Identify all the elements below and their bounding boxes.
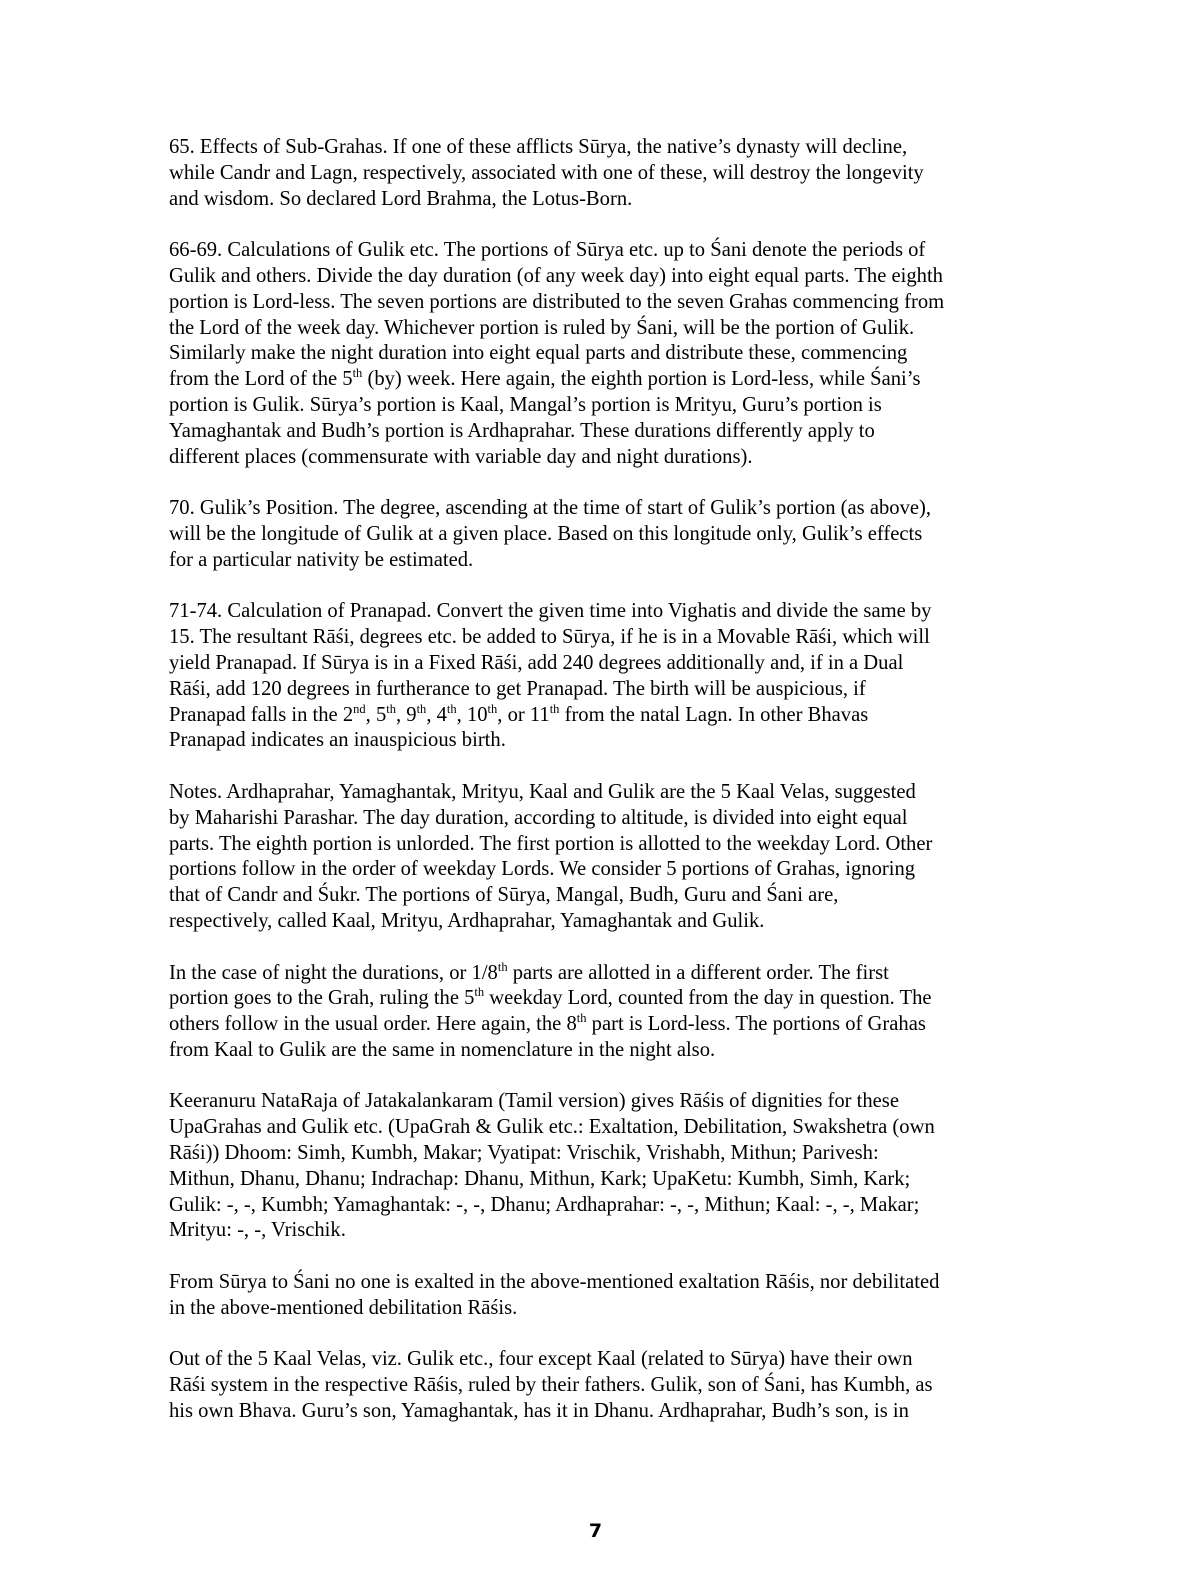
text-line: portion is Lord-less. The seven portions are distributed to the seven Grahas commencing from: [169, 290, 945, 313]
text-line: from Kaal to Gulik are the same in nomenclature in the night also.: [169, 1038, 716, 1061]
text-line: that of Candr and Śukr. The portions of Sūrya, Mangal, Budh, Guru and Śani are,: [169, 884, 839, 907]
text-line: 15. The resultant Rāśi, degrees etc. be added to Sūrya, if he is in a Movable Rāśi, which will: [169, 626, 930, 649]
text-line: 65. Effects of Sub-Grahas. If one of these afflicts Sūrya, the native’s dynasty will decline,: [169, 136, 908, 158]
text-line: Mithun, Dhanu, Dhanu; Indrachap: Dhanu, Mithun, Kark; UpaKetu: Kumbh, Simh, Kark;: [169, 1167, 911, 1190]
text-line: and wisdom. So declared Lord Brahma, the Lotus-Born.: [169, 187, 633, 210]
text-line: from the Lord of the 5th (by) week. Here again, the eighth portion is Lord-less, while Śani’s: [169, 366, 921, 391]
paragraph-night-durations: [169, 961, 1049, 1064]
text-line: yield Pranapad. If Sūrya is in a Fixed Rāśi, add 240 degrees additionally and, if in a Dual: [169, 651, 904, 674]
text-line: for a particular nativity be estimated.: [169, 548, 474, 571]
text-line: respectively, called Kaal, Mrityu, Ardhaprahar, Yamaghantak and Gulik.: [169, 909, 765, 932]
text-line: Yamaghantak and Budh’s portion is Ardhaprahar. These durations differently apply to: [169, 419, 875, 442]
text-line: Pranapad falls in the 2nd, 5th, 9th, 4th, 10th, or 11th from the natal Lagn. In other Bhavas: [169, 701, 869, 726]
text-line: his own Bhava. Guru’s son, Yamaghantak, has it in Dhanu. Ardhaprahar, Budh’s son, is in: [169, 1400, 909, 1423]
text-line: In the case of night the durations, or 1/8th parts are allotted in a different order. The first: [169, 959, 889, 984]
text-line: Rāśi, add 120 degrees in furtherance to get Pranapad. The birth will be auspicious, if: [169, 677, 866, 700]
text-line: Rāśi)) Dhoom: Simh, Kumbh, Makar; Vyatipat: Vrischik, Vrishabh, Mithun; Parivesh:: [169, 1142, 879, 1165]
text-line: Pranapad indicates an inauspicious birth.: [169, 729, 506, 752]
text-line: Gulik: -, -, Kumbh; Yamaghantak: -, -, Dhanu; Ardhaprahar: -, -, Mithun; Kaal: -, -, Makar;: [169, 1193, 920, 1216]
paragraph-71-74: [169, 599, 1049, 754]
text-line: Out of the 5 Kaal Velas, viz. Gulik etc., four except Kaal (related to Sūrya) have their own: [169, 1348, 913, 1371]
paragraph-65: [169, 135, 1049, 212]
text-line: the Lord of the week day. Whichever portion is ruled by Śani, will be the portion of Gulik.: [169, 316, 915, 339]
text-line: portion is Gulik. Sūrya’s portion is Kaal, Mangal’s portion is Mrityu, Guru’s portion is: [169, 393, 882, 416]
text-line: Mrityu: -, -, Vrischik.: [169, 1219, 346, 1242]
text-line: Rāśi system in the respective Rāśis, ruled by their fathers. Gulik, son of Śani, has Kumbh, as: [169, 1374, 933, 1397]
text-line: Similarly make the night duration into eight equal parts and distribute these, commencing: [169, 342, 908, 365]
text-line: parts. The eighth portion is unlorded. The first portion is allotted to the weekday Lord. Other: [169, 832, 933, 855]
paragraph-66-69: [169, 238, 1049, 470]
text-line: Notes. Ardhaprahar, Yamaghantak, Mrityu, Kaal and Gulik are the 5 Kaal Velas, suggested: [169, 780, 916, 803]
text-line: portions follow in the order of weekday Lords. We consider 5 portions of Grahas, ignoring: [169, 858, 916, 881]
text-line: by Maharishi Parashar. The day duration, according to altitude, is divided into eight equal: [169, 806, 908, 829]
paragraph-keeranuru: [169, 1089, 1049, 1244]
text-line: different places (commensurate with variable day and night durations).: [169, 445, 753, 468]
paragraph-surya-to-sani: [169, 1270, 1049, 1322]
paragraph-70: [169, 496, 1049, 573]
paragraph-kaal-velas: [169, 1347, 1049, 1424]
text-line: UpaGrahas and Gulik etc. (UpaGrah & Gulik etc.: Exaltation, Debilitation, Swakshetra (own: [169, 1116, 935, 1139]
text-line: Gulik and others. Divide the day duration (of any week day) into eight equal parts. The eighth: [169, 264, 943, 287]
text-line: portion goes to the Grah, ruling the 5th weekday Lord, counted from the day in question. The: [169, 985, 932, 1010]
text-line: will be the longitude of Gulik at a given place. Based on this longitude only, Gulik’s effects: [169, 522, 923, 545]
page-number: 7: [588, 1520, 603, 1542]
text-line: in the above-mentioned debilitation Rāśis.: [169, 1296, 518, 1319]
text-line: From Sūrya to Śani no one is exalted in the above-mentioned exaltation Rāśis, nor debilitated: [169, 1271, 940, 1294]
text-line: while Candr and Lagn, respectively, associated with one of these, will destroy the longevity: [169, 161, 924, 184]
text-line: 66-69. Calculations of Gulik etc. The portions of Sūrya etc. up to Śani denote the periods of: [169, 239, 926, 262]
text-line: others follow in the usual order. Here again, the 8th part is Lord-less. The portions of Grahas: [169, 1011, 926, 1036]
text-line: 71-74. Calculation of Pranapad. Convert the given time into Vighatis and divide the same by: [169, 600, 932, 623]
page-body: [169, 135, 1049, 1451]
paragraph-notes: [169, 780, 1049, 935]
text-line: 70. Gulik’s Position. The degree, ascending at the time of start of Gulik’s portion (as above),: [169, 497, 932, 520]
text-line: Keeranuru NataRaja of Jatakalankaram (Tamil version) gives Rāśis of dignities for these: [169, 1090, 899, 1113]
